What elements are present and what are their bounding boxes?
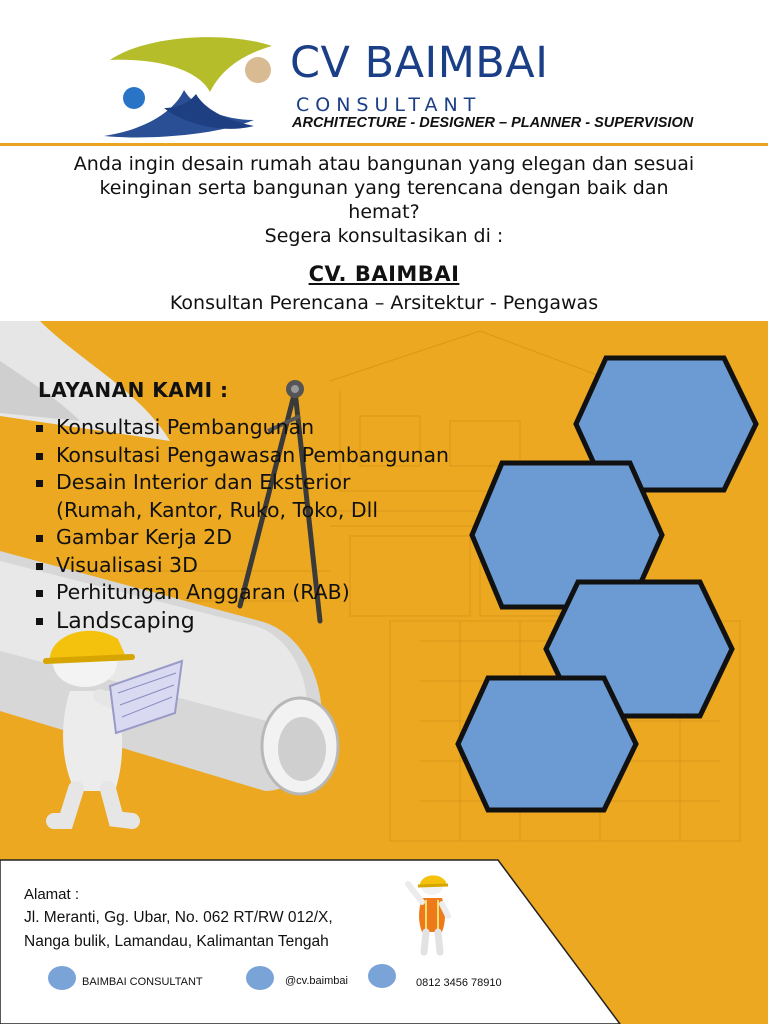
service-label: Gambar Kerja 2D — [56, 525, 233, 549]
bullet-icon — [36, 535, 43, 542]
service-item — [34, 607, 449, 637]
brand-name: CV BAIMBAI — [290, 38, 549, 88]
facebook-link[interactable]: BAIMBAI CONSULTANT — [82, 976, 203, 988]
facebook-icon[interactable] — [48, 966, 76, 990]
intro-line: keinginan serta bangunan yang terencana dengan baik dan — [99, 177, 669, 199]
brand-tagline: ARCHITECTURE - DESIGNER – PLANNER - SUPERVISION — [292, 115, 694, 131]
whatsapp-icon[interactable] — [368, 964, 396, 988]
services-list — [34, 414, 449, 637]
service-item — [34, 579, 449, 607]
address-line: Jl. Meranti, Gg. Ubar, No. 062 RT/RW 012/X, — [24, 909, 333, 926]
header-divider — [0, 143, 768, 146]
address-label: Alamat : — [24, 886, 80, 903]
address-line: Nanga bulik, Lamandau, Kalimantan Tengah — [24, 933, 329, 950]
intro-line: hemat? — [348, 201, 420, 223]
worker-waving-illustration — [404, 870, 456, 956]
bullet-icon — [36, 425, 43, 432]
hexagon-decoration — [458, 358, 756, 810]
company-logo — [104, 28, 280, 140]
service-item — [34, 414, 449, 442]
intro-text — [0, 152, 768, 248]
service-label: Konsultasi Pembangunan — [56, 415, 315, 439]
bullet-icon — [36, 480, 43, 487]
services-title: LAYANAN KAMI : — [38, 378, 229, 402]
service-item — [34, 552, 449, 580]
service-label: Perhitungan Anggaran (RAB) — [56, 580, 350, 604]
intro-line: Anda ingin desain rumah atau bangunan yang elegan dan sesuai — [73, 153, 695, 175]
instagram-link[interactable]: @cv.baimbai — [285, 975, 348, 987]
service-item — [34, 469, 449, 497]
bullet-icon — [36, 563, 43, 570]
phone-link[interactable]: 0812 3456 78910 — [416, 977, 502, 989]
service-label: Desain Interior dan Eksterior — [56, 470, 351, 494]
intro-line: Segera konsultasikan di : — [264, 225, 504, 247]
bullet-icon — [36, 590, 43, 597]
service-label: (Rumah, Kantor, Ruko, Toko, Dll — [56, 497, 379, 522]
bullet-icon — [36, 453, 43, 460]
service-label: Landscaping — [56, 608, 195, 634]
service-item — [34, 524, 449, 552]
company-title: CV. BAIMBAI — [308, 262, 460, 286]
company-description: Konsultan Perencana – Arsitektur - Pengawas — [169, 292, 599, 314]
bullet-icon — [36, 618, 43, 625]
instagram-icon[interactable] — [246, 966, 274, 990]
service-label: Visualisasi 3D — [56, 552, 198, 577]
service-item-continued — [34, 497, 449, 525]
service-label: Konsultasi Pengawasan Pembangunan — [56, 442, 450, 467]
brand-subtitle: CONSULTANT — [296, 94, 482, 116]
service-item — [34, 442, 449, 470]
